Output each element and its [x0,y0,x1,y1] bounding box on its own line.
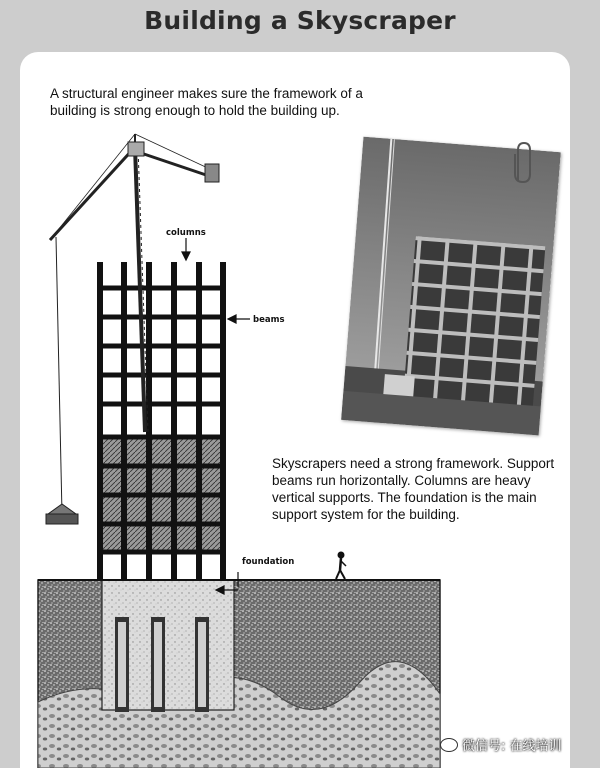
body-text: Skyscrapers need a strong framework. Support beams run horizontally. Columns are heavy vertical supports. The foundation is the main support system for the building. [272,456,555,522]
label-columns: columns [166,228,206,238]
crane-load [46,504,78,524]
paper-clip-icon [510,140,536,186]
label-beams: beams [253,315,285,325]
content-panel [20,52,570,768]
wechat-icon [440,738,458,752]
label-foundation: foundation [242,557,295,567]
person-walking-icon [336,552,346,579]
intro-text: A structural engineer makes sure the framework of a building is strong enough to hold the building up. [50,86,363,118]
watermark: 微信号: 在线培训 [462,739,562,754]
page-title: Building a Skyscraper [144,6,456,35]
